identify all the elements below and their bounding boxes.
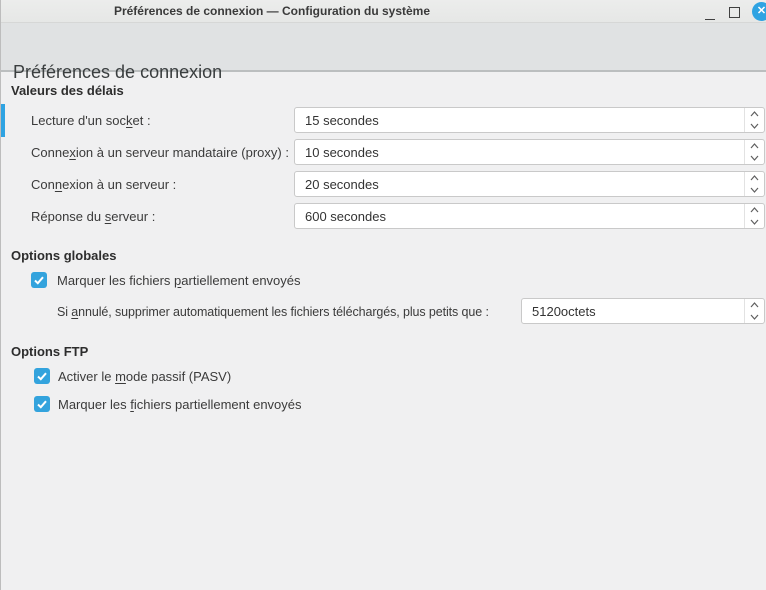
spin-up-button[interactable] xyxy=(745,140,764,152)
mark-partial-ftp-label[interactable]: Marquer les fichiers partiellement envoyés xyxy=(58,397,302,412)
close-icon: ✕ xyxy=(756,5,766,17)
page-title: Préférences de connexion xyxy=(13,62,223,82)
chevron-up-icon xyxy=(750,111,759,117)
spin-buttons xyxy=(744,204,764,228)
spin-buttons xyxy=(744,299,764,323)
spin-down-button[interactable] xyxy=(745,216,764,228)
checkmark-icon xyxy=(36,398,48,410)
chevron-down-icon xyxy=(750,187,759,193)
mark-partial-global-checkbox[interactable] xyxy=(31,272,47,288)
socket-read-spinbox[interactable] xyxy=(294,107,765,133)
spin-down-button[interactable] xyxy=(745,152,764,164)
spin-up-button[interactable] xyxy=(745,172,764,184)
spin-up-button[interactable] xyxy=(745,204,764,216)
close-button[interactable] xyxy=(752,2,766,21)
spin-buttons xyxy=(744,108,764,132)
server-connect-spinbox[interactable] xyxy=(294,171,765,197)
checkmark-icon xyxy=(33,274,45,286)
spin-value[interactable]: 600 secondes xyxy=(305,208,386,224)
spin-value[interactable]: 20 secondes xyxy=(305,176,379,192)
chevron-up-icon xyxy=(750,143,759,149)
chevron-down-icon xyxy=(750,219,759,225)
delete-smaller-label: Si annulé, supprimer automatiquement les fichiers téléchargés, plus petits que : xyxy=(57,305,489,319)
chevron-down-icon xyxy=(750,123,759,129)
section-heading-ftp: Options FTP xyxy=(11,344,89,359)
chevron-up-icon xyxy=(750,207,759,213)
titlebar[interactable] xyxy=(1,0,766,23)
spin-up-button[interactable] xyxy=(745,108,764,120)
spin-down-button[interactable] xyxy=(745,311,764,323)
spin-buttons xyxy=(744,172,764,196)
section-heading-global: Options globales xyxy=(11,248,117,263)
socket-read-label: Lecture d'un socket : xyxy=(31,113,151,128)
maximize-button[interactable] xyxy=(726,5,742,19)
mark-partial-global-label[interactable]: Marquer les fichiers partiellement envoyés xyxy=(57,273,301,288)
window-title: Préférences de connexion — Configuration du système xyxy=(113,4,431,18)
minimize-button[interactable] xyxy=(701,6,719,20)
chevron-up-icon xyxy=(750,302,759,308)
chevron-down-icon xyxy=(750,314,759,320)
server-response-label: Réponse du serveur : xyxy=(31,209,156,224)
section-heading-delays: Valeurs des délais xyxy=(11,83,124,98)
chevron-up-icon xyxy=(750,175,759,181)
page-header xyxy=(1,23,766,82)
spin-value[interactable]: 15 secondes xyxy=(305,112,379,128)
checkmark-icon xyxy=(36,370,48,382)
spin-buttons xyxy=(744,140,764,164)
passive-mode-checkbox[interactable] xyxy=(34,368,50,384)
mark-partial-ftp-checkbox[interactable] xyxy=(34,396,50,412)
spin-value[interactable]: 10 secondes xyxy=(305,144,379,160)
proxy-connect-label: Connexion à un serveur mandataire (proxy) : xyxy=(31,145,289,160)
chevron-down-icon xyxy=(750,155,759,161)
focus-indicator xyxy=(1,104,5,137)
delete-smaller-spinbox[interactable] xyxy=(521,298,765,324)
spin-up-button[interactable] xyxy=(745,299,764,311)
passive-mode-label[interactable]: Activer le mode passif (PASV) xyxy=(58,369,232,384)
proxy-connect-spinbox[interactable] xyxy=(294,139,765,165)
spin-down-button[interactable] xyxy=(745,184,764,196)
spin-value[interactable]: 5120octets xyxy=(532,303,596,319)
server-response-spinbox[interactable] xyxy=(294,203,765,229)
spin-down-button[interactable] xyxy=(745,120,764,132)
server-connect-label: Connexion à un serveur : xyxy=(31,177,177,192)
